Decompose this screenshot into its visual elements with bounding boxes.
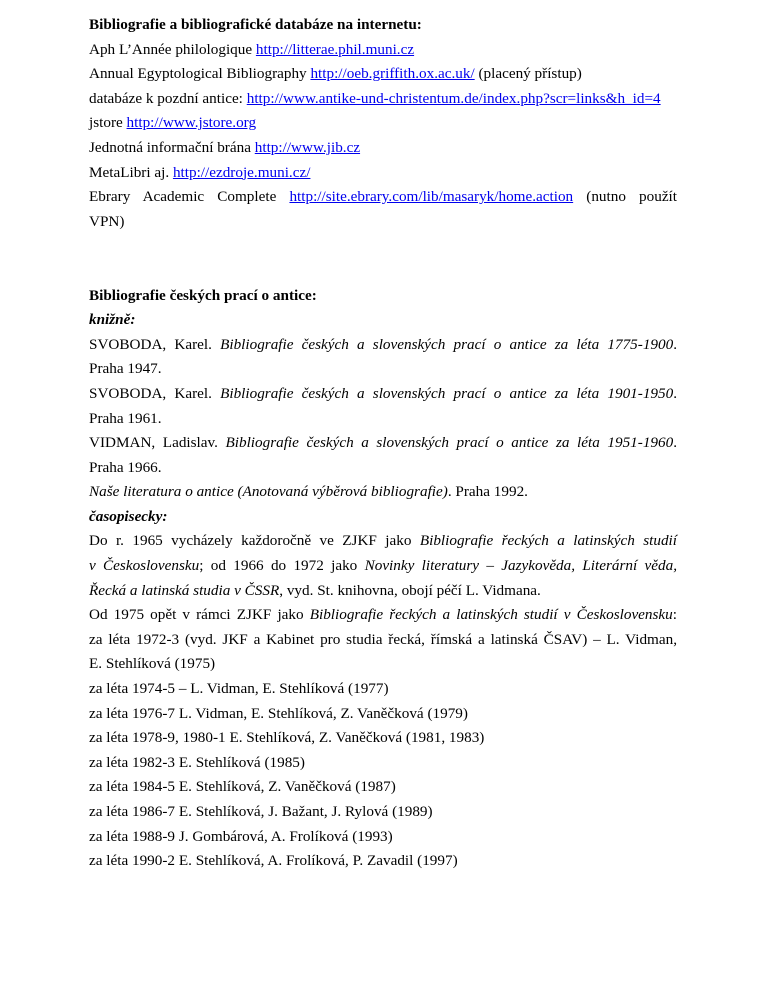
text-run-italic: Bibliografie řeckých a latinských studií v Československu	[309, 606, 673, 624]
entry-label: Jednotná informační brána	[89, 138, 255, 156]
paragraph-line	[89, 554, 677, 579]
paragraph-line	[89, 529, 677, 554]
section-heading-internet: Bibliografie a bibliografické databáze na internetu:	[89, 16, 422, 33]
book-entry	[89, 382, 677, 407]
text-run: ; od 1966 do 1972 jako	[199, 557, 365, 575]
entry-ebrary-cont: VPN)	[89, 212, 125, 230]
entry-label: MetaLibri aj.	[89, 163, 173, 181]
paragraph-line	[89, 579, 677, 604]
book-entry-nase	[89, 480, 677, 505]
link-antike-christentum[interactable]: http://www.antike-und-christentum.de/index.php?scr=links&h_id=4	[246, 89, 661, 107]
book-place: Praha 1966.	[89, 458, 162, 476]
document-content	[89, 13, 677, 874]
year-entry: za léta 1982-3 E. Stehlíková (1985)	[89, 753, 305, 771]
year-entry: za léta 1990-2 E. Stehlíková, A. Frolíková, P. Zavadil (1997)	[89, 852, 458, 870]
link-ezdroje[interactable]: http://ezdroje.muni.cz/	[172, 163, 311, 181]
book-title: Bibliografie českých a slovenských prací o antice za léta 1951-1960	[225, 434, 674, 452]
year-entry: za léta 1986-7 E. Stehlíková, J. Bažant, J. Rylová (1989)	[89, 803, 433, 820]
year-entry: za léta 1988-9 J. Gombárová, A. Frolíková (1993)	[89, 827, 393, 845]
entry-suffix: (placený přístup)	[474, 65, 582, 83]
book-author: SVOBODA, Karel.	[89, 335, 221, 353]
entry-metalibri	[89, 161, 677, 186]
book-end: .	[673, 384, 677, 402]
entry-label: Ebrary Academic Complete	[89, 188, 290, 206]
spacer	[89, 234, 677, 259]
entry-label: Annual Egyptological Bibliography	[89, 65, 311, 83]
link-litterae[interactable]: http://litterae.phil.muni.cz	[255, 40, 415, 58]
entry-label: Aph L’Année philologique	[89, 40, 256, 58]
paragraph-line: E. Stehlíková (1975)	[89, 655, 216, 673]
text-run-italic: Řecká a latinská studia v ČSSR	[89, 581, 280, 599]
book-title: Bibliografie českých a slovenských prací o antice za léta 1775-1900	[220, 335, 674, 353]
entry-late-antiquity	[89, 87, 677, 112]
book-end: .	[673, 434, 677, 452]
text-run: Do r. 1965 vycházely každoročně ve ZJKF jako	[89, 532, 420, 550]
book-end: .	[673, 335, 677, 353]
text-run-italic: v Československu	[89, 557, 200, 575]
text-run-italic: Novinky literatury – Jazykověda, Literární věda,	[364, 557, 677, 575]
paragraph-line	[89, 603, 677, 628]
entry-suffix: (nutno použít	[573, 188, 677, 206]
link-jib[interactable]: http://www.jib.cz	[254, 138, 361, 156]
year-entry: za léta 1984-5 E. Stehlíková, Z. Vaněčková (1987)	[89, 778, 396, 796]
book-entry	[89, 333, 677, 358]
link-jstore[interactable]: http://www.jstore.org	[126, 114, 257, 132]
text-run-italic: Bibliografie řeckých a latinských studií	[419, 532, 677, 550]
book-end: . Praha 1992.	[447, 483, 528, 501]
year-entry: za léta 1976-7 L. Vidman, E. Stehlíková, Z. Vaněčková (1979)	[89, 704, 468, 722]
section-heading-czech: Bibliografie českých prací o antice:	[89, 286, 317, 304]
book-place: Praha 1961.	[89, 409, 162, 427]
entry-label: databáze k pozdní antice:	[89, 89, 247, 107]
entry-label: jstore	[89, 114, 127, 132]
subheading-casopisecky: časopisecky:	[89, 507, 168, 525]
text-run: Od 1975 opět v rámci ZJKF jako	[89, 606, 310, 624]
text-run: :	[672, 606, 677, 624]
paragraph-line: za léta 1972-3 (vyd. JKF a Kabinet pro studia řecká, římská a latinská ČSAV) – L. Vidman,	[89, 630, 677, 648]
book-title: Naše literatura o antice (Anotovaná výběrová bibliografie)	[89, 483, 448, 501]
book-entry	[89, 431, 677, 456]
entry-aph	[89, 38, 677, 63]
spacer	[89, 259, 677, 284]
link-oeb[interactable]: http://oeb.griffith.ox.ac.uk/	[310, 65, 475, 83]
text-run: , vyd. St. knihovna, obojí péčí L. Vidmana.	[279, 581, 541, 599]
year-entry: za léta 1978-9, 1980-1 E. Stehlíková, Z. Vaněčková (1981, 1983)	[89, 729, 485, 747]
book-author: SVOBODA, Karel.	[89, 384, 221, 402]
book-author: VIDMAN, Ladislav.	[89, 434, 226, 452]
book-title: Bibliografie českých a slovenských prací o antice za léta 1901-1950	[220, 384, 674, 402]
entry-jib	[89, 136, 677, 161]
book-place: Praha 1947.	[89, 360, 162, 378]
link-ebrary[interactable]: http://site.ebrary.com/lib/masaryk/home.action	[289, 188, 574, 206]
entry-jstore	[89, 111, 677, 136]
entry-ebrary	[89, 185, 677, 210]
entry-aeb	[89, 62, 677, 87]
subheading-knizne: knižně:	[89, 311, 136, 329]
year-entry: za léta 1974-5 – L. Vidman, E. Stehlíková (1977)	[89, 680, 389, 698]
